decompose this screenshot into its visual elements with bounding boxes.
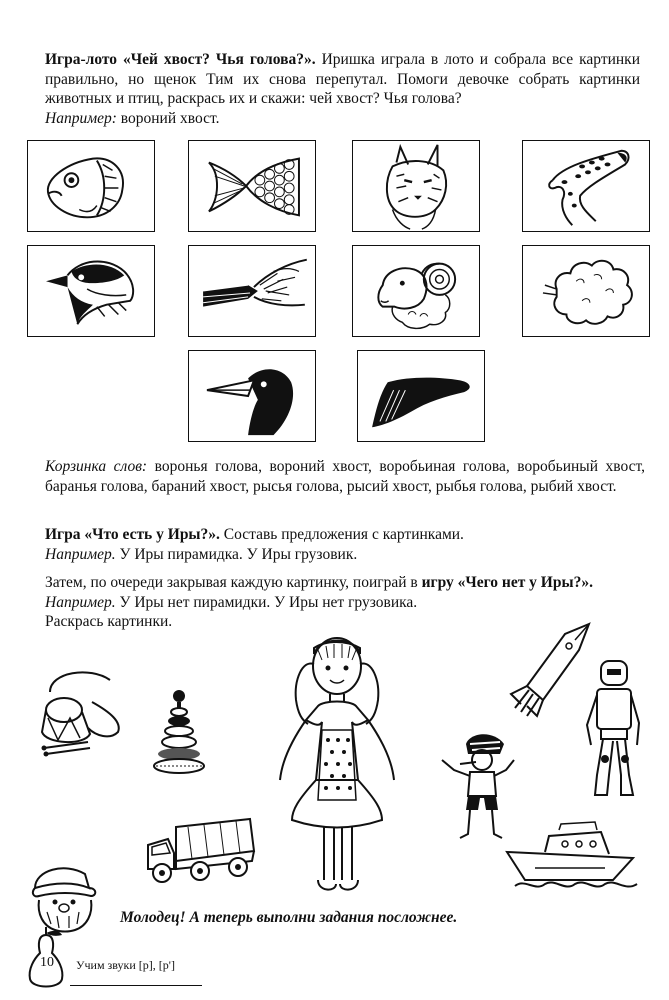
fish-tail-icon bbox=[189, 141, 315, 231]
task3-text: Затем, по очереди закрывая каждую картинку, поиграй в bbox=[45, 574, 422, 591]
task3-example bbox=[45, 593, 655, 613]
word-basket-paragraph bbox=[45, 457, 645, 496]
gnome-picture[interactable] bbox=[25, 862, 105, 932]
task2-example bbox=[45, 545, 645, 565]
task2-example-text: У Иры пирамидка. У Иры грузовик. bbox=[115, 545, 358, 563]
ram-head-icon bbox=[353, 246, 479, 336]
drum-icon bbox=[30, 662, 125, 757]
card-fish-head[interactable] bbox=[27, 140, 155, 232]
lynx-head-icon bbox=[353, 141, 479, 231]
task2-text: Составь предложения с картинками. bbox=[219, 526, 464, 543]
robot-icon bbox=[583, 655, 643, 800]
girl-ira-icon bbox=[262, 630, 412, 898]
task2-paragraph bbox=[45, 525, 645, 545]
crow-tail-icon bbox=[358, 351, 484, 441]
task1-text: Иришка играла в лото и собрала все картинки правильно, но щенок Тим их снова перепутал. Помоги девочке собрать картинки животных и птиц, раскрась их и скажи: чей хвост? Чья голова? bbox=[45, 51, 641, 107]
card-fish-tail[interactable] bbox=[188, 140, 316, 232]
crow-head-icon bbox=[189, 351, 315, 441]
task1-paragraph bbox=[45, 50, 640, 109]
final-text: Молодец! А теперь выполни задания посложнее. bbox=[120, 909, 458, 926]
sparrow-tail-icon bbox=[189, 246, 315, 336]
task1-example-text: вороний хвост. bbox=[116, 109, 220, 127]
rocket-icon bbox=[505, 620, 595, 720]
ram-tail-icon bbox=[523, 246, 649, 336]
task2-example-label: Например. bbox=[45, 545, 116, 563]
card-sparrow-head[interactable] bbox=[27, 245, 155, 337]
drum-picture[interactable] bbox=[30, 662, 125, 757]
card-crow-tail[interactable] bbox=[357, 350, 485, 442]
task1-example-label: Например: bbox=[45, 109, 117, 127]
footer-rule bbox=[70, 985, 202, 986]
boat-icon bbox=[505, 822, 645, 894]
task3-example-label: Например. bbox=[45, 593, 116, 611]
task2-title: Игра «Что есть у Иры?». bbox=[45, 526, 220, 543]
lynx-tail-icon bbox=[523, 141, 649, 231]
task1-block bbox=[45, 50, 640, 128]
card-lynx-tail[interactable] bbox=[522, 140, 650, 232]
task3-paragraph bbox=[45, 573, 655, 593]
card-sparrow-tail[interactable] bbox=[188, 245, 316, 337]
word-basket bbox=[45, 457, 645, 496]
gnome-icon bbox=[25, 862, 105, 932]
truck-icon bbox=[140, 815, 258, 887]
sparrow-head-icon bbox=[28, 246, 154, 336]
pyramid-toy-picture[interactable] bbox=[150, 688, 208, 780]
word-basket-text: воронья голова, вороний хвост, воробьиная голова, воробьиный хвост, баранья голова, бараний хвост, рысья голова, рысий хвост, рыбья голова, рыбий хвост. bbox=[45, 458, 645, 495]
task2-block bbox=[45, 525, 645, 564]
card-crow-head[interactable] bbox=[188, 350, 316, 442]
rocket-picture[interactable] bbox=[505, 620, 595, 720]
pyramid-toy-icon bbox=[150, 688, 208, 780]
card-lynx-head[interactable] bbox=[352, 140, 480, 232]
running-title: Учим звуки [р], [р'] bbox=[76, 958, 175, 972]
task1-title: Игра-лото «Чей хвост? Чья голова?». bbox=[45, 51, 316, 68]
task3-example-text: У Иры нет пирамидки. У Иры нет грузовика. bbox=[115, 593, 418, 611]
task1-example bbox=[45, 109, 640, 129]
robot-picture[interactable] bbox=[583, 655, 643, 800]
task3-game-title: игру «Чего нет у Иры?». bbox=[421, 574, 593, 591]
page-number: 10 bbox=[40, 955, 54, 970]
girl-ira-picture[interactable] bbox=[262, 630, 412, 898]
word-basket-label: Корзинка слов: bbox=[45, 458, 148, 475]
card-ram-head[interactable] bbox=[352, 245, 480, 337]
fish-head-icon bbox=[28, 141, 154, 231]
boat-picture[interactable] bbox=[505, 822, 645, 894]
truck-picture[interactable] bbox=[140, 815, 258, 887]
card-ram-tail[interactable] bbox=[522, 245, 650, 337]
task3-color-instruction: Раскрась картинки. bbox=[45, 613, 173, 630]
